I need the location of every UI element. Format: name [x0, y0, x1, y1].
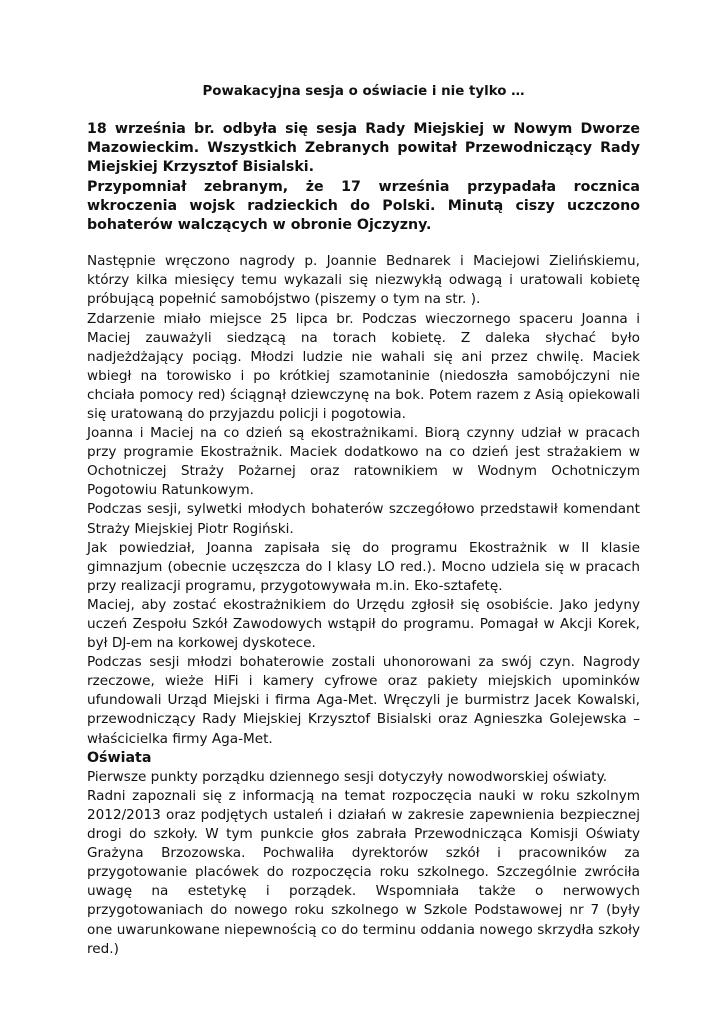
body-paragraph: Następnie wręczono nagrody p. Joannie Bednarek i Maciejowi Zielińskiemu, którzy kilka miesięcy temu wykazali się niezwykłą odwagą i uratowali kobietę próbującą popełnić samobójstwo (piszemy o tym na str. ). [87, 253, 640, 308]
body-paragraph: Podczas sesji, sylwetki młodych bohaterów szczegółowo przedstawił komendant Straży Miejskiej Piotr Rogiński. [87, 501, 640, 537]
body-paragraph: Podczas sesji młodzi bohaterowie zostali uhonorowani za swój czyn. Nagrody rzeczowe, wieże HiFi i kamery cyfrowe oraz pakiety miejskich upominków ufundowali Urząd Miejski i firma Aga-Met. Wręczyli je burmistrz Jacek Kowalski, przewodniczący Rady Miejskiej Krzysztof Bisialski oraz Agnieszka Golejewska – właścicielka firmy Aga-Met. [87, 654, 640, 747]
document-title: Powakacyjna sesja o oświacie i nie tylko … [202, 84, 525, 99]
section-heading: Oświata [87, 749, 152, 766]
body-paragraph: Maciej, aby zostać ekostrażnikiem do Urzędu zgłosił się osobiście. Jako jedyny uczeń Zespołu Szkół Zawodowych wstąpił do programu. Pomagał w Akcji Korek, był DJ-em na korkowej dyskotece. [87, 596, 640, 652]
lead-block [87, 120, 640, 235]
lead-paragraph: 18 września br. odbyła się sesja Rady Miejskiej w Nowym Dworze Mazowieckim. Wszystkich Zebranych powitał Przewodniczący Rady Miejskiej Krzysztof Bisialski. [87, 121, 640, 176]
body-paragraph: Joanna i Maciej na co dzień są ekostrażnikami. Biorą czynny udział w pracach przy programie Ekostrażnik. Maciek dodatkowo na co dzień jest strażakiem w Ochotniczej Straży Pożarnej oraz ratownikiem w Wodnym Ochotniczym Pogotowiu Ratunkowym. [87, 425, 640, 499]
document-page [87, 83, 640, 959]
body-paragraph: Radni zapoznali się z informacją na temat rozpoczęcia nauki w roku szkolnym 2012/2013 oraz podjętych ustaleń i działań w zakresie zapewnienia bezpiecznej drogi do szkoły. W tym punkcie głos zabrała Przewodnicząca Komisji Oświaty Grażyna Brzozowska. Pochwaliła dyrektorów szkół i pracowników za przygotowanie placówek do rozpoczęcia roku szkolnego. Szczególnie zwróciła uwagę na estetykę i porządek. Wspomniała także o nerwowych przygotowaniach do nowego roku szkolnego w Szkole Podstawowej nr 7 (były one uwarunkowane niepewnością co do terminu oddania nowego skrzydła szkoły red.) [87, 787, 640, 957]
article-body [87, 252, 640, 958]
lead-paragraph: Przypomniał zebranym, że 17 września przypadała rocznica wkroczenia wojsk radzieckich do Polski. Minutą ciszy uczczono bohaterów walczących w obronie Ojczyzny. [87, 178, 640, 234]
body-paragraph: Zdarzenie miało miejsce 25 lipca br. Podczas wieczornego spaceru Joanna i Maciej zauważyli siedzącą na torach kobietę. Z daleka słychać było nadjeżdżający pociąg. Młodzi ludzie nie wahali się ani przez chwilę. Maciek wbiegł na torowisko i po krótkiej szamotaninie (niedoszła samobójczyni nie chciała pomocy red) ściągnął dziewczynę na bok. Potem razem z Asią opiekowali się uratowaną do przyjazdu policji i pogotowia. [87, 310, 640, 422]
body-paragraph: Jak powiedział, Joanna zapisała się do programu Ekostrażnik w II klasie gimnazjum (obecnie uczęszcza do I klasy LO red.). Mocno udziela się w pracach przy realizacji programu, przygotowywała m.in. Eko-sztafetę. [87, 539, 640, 594]
body-paragraph: Pierwsze punkty porządku dziennego sesji dotyczyły nowodworskiej oświaty. [87, 768, 608, 785]
